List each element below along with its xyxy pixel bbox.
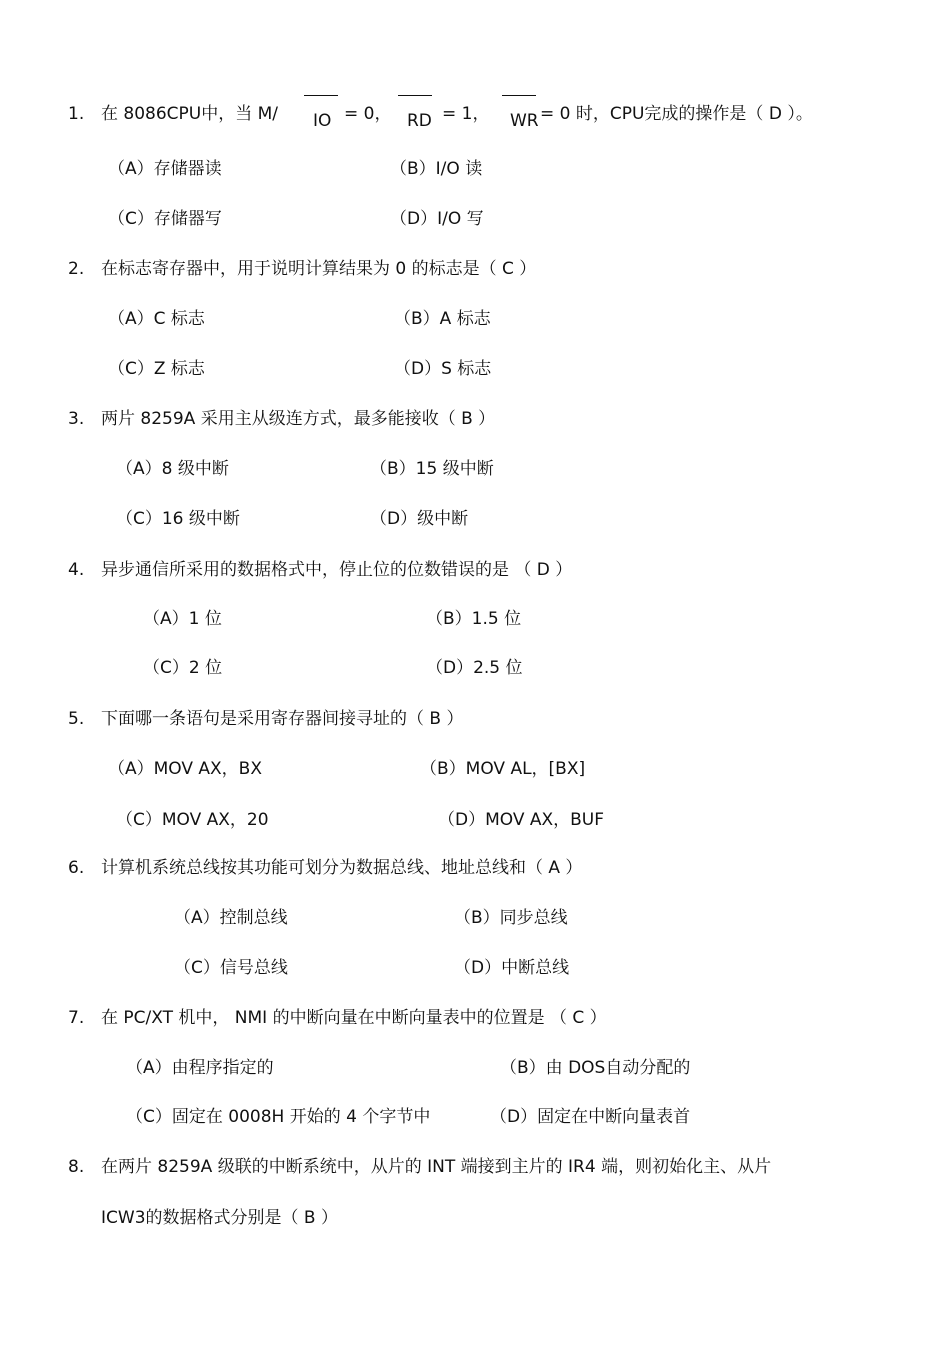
option-c: （C）固定在 0008H 开始的 4 个字节中 (126, 1107, 431, 1127)
option-d: （D）MOV AX，BUF (438, 810, 605, 830)
signal-wr: WR (510, 111, 539, 131)
question-number: 3. (68, 409, 85, 429)
option-a: （A）由程序指定的 (126, 1058, 274, 1078)
option-c: （C）16 级中断 (116, 509, 240, 529)
question-text: 在 PC/XT 机中， NMI 的中断向量在中断向量表中的位置是 （ C ） (101, 1008, 607, 1028)
question-text-part: 在 8086CPU中，当 M/ (101, 104, 279, 124)
option-b: （B）A 标志 (394, 309, 491, 329)
option-a: （A）控制总线 (174, 908, 288, 928)
question-text-continuation: ICW3的数据格式分别是（ B ） (101, 1208, 338, 1228)
option-d: （D）固定在中断向量表首 (490, 1107, 691, 1127)
option-b: （B）由 DOS自动分配的 (500, 1058, 691, 1078)
option-b: （B）MOV AL，[BX] (420, 759, 586, 779)
question-text: 两片 8259A 采用主从级连方式，最多能接收（ B ） (101, 409, 496, 429)
option-d: （D）级中断 (370, 509, 469, 529)
option-b: （B）1.5 位 (426, 609, 522, 629)
question-number: 5. (68, 709, 85, 729)
option-b: （B）15 级中断 (370, 459, 494, 479)
option-d: （D）2.5 位 (426, 658, 523, 678)
signal-rd: RD (407, 111, 432, 131)
question-text: 计算机系统总线按其功能可划分为数据总线、地址总线和（ A ） (101, 858, 583, 878)
option-d: （D）I/O 写 (390, 209, 484, 229)
option-c: （C）Z 标志 (108, 359, 205, 379)
question-number: 7. (68, 1008, 85, 1028)
option-a: （A）C 标志 (108, 309, 205, 329)
question-number: 2. (68, 259, 85, 279)
option-c: （C）2 位 (143, 658, 223, 678)
option-b: （B）同步总线 (454, 908, 568, 928)
question-number: 8. (68, 1157, 85, 1177)
option-c: （C）MOV AX，20 (116, 810, 269, 830)
question-text-part: = 0 时，CPU完成的操作是（ D ）。 (540, 104, 813, 124)
overbar (398, 95, 432, 96)
overbar (304, 95, 338, 96)
question-text: 下面哪一条语句是采用寄存器间接寻址的（ B ） (101, 709, 464, 729)
question-number: 6. (68, 858, 85, 878)
question-text: 在两片 8259A 级联的中断系统中，从片的 INT 端接到主片的 IR4 端，则初始化主、从片 (101, 1157, 772, 1177)
option-d: （D）S 标志 (394, 359, 492, 379)
option-c: （C）信号总线 (174, 958, 288, 978)
question-text-part: = 1， (442, 104, 490, 124)
overbar (502, 95, 536, 96)
question-text-part: = 0， (344, 104, 392, 124)
option-b: （B）I/O 读 (390, 159, 483, 179)
option-a: （A）存储器读 (108, 159, 222, 179)
option-a: （A）1 位 (143, 609, 222, 629)
question-number: 4. (68, 560, 85, 580)
question-text: 异步通信所采用的数据格式中，停止位的位数错误的是 （ D ） (101, 560, 573, 580)
option-c: （C）存储器写 (108, 209, 222, 229)
question-number: 1. (68, 104, 85, 124)
question-text: 在标志寄存器中，用于说明计算结果为 0 的标志是（ C ） (101, 259, 537, 279)
signal-io: IO (313, 111, 332, 131)
option-a: （A）MOV AX，BX (108, 759, 262, 779)
option-d: （D）中断总线 (454, 958, 570, 978)
option-a: （A）8 级中断 (116, 459, 229, 479)
